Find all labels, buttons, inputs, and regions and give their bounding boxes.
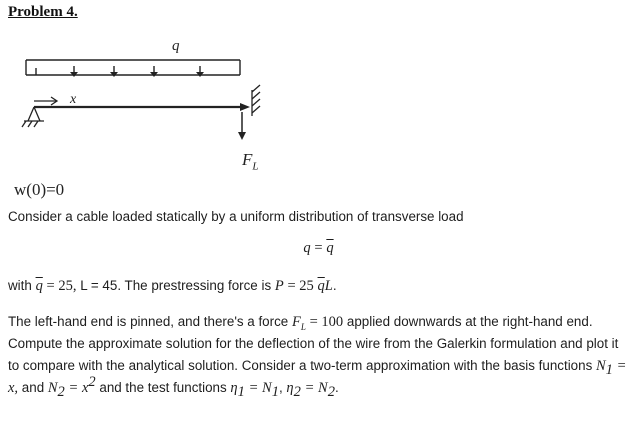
basis-function-2: $N_2$	[47, 380, 65, 400]
distributed-load	[26, 60, 240, 75]
test-function-1: $\eta_1$	[230, 380, 245, 400]
cable-end-arrow	[240, 103, 250, 111]
qbar-symbol: $\overline{q}$	[35, 278, 43, 294]
axis-label: x	[70, 92, 77, 107]
force-label: $F_L$	[242, 150, 259, 173]
x-axis-arrow	[34, 97, 57, 105]
problem-title: Problem 4.	[8, 4, 78, 20]
force-symbol: $F_L$	[291, 314, 306, 332]
load-equation: $q = \overline{q}$	[303, 240, 334, 256]
test-function-2: $\eta_2$	[286, 380, 301, 400]
length-value: L = 45.	[80, 278, 122, 293]
boundary-condition-label: w(0)=0	[14, 180, 65, 199]
intro-text: Consider a cable loaded statically by a uniform distribution of transverse load	[8, 209, 464, 224]
right-support	[252, 85, 260, 116]
basis-function-1: $N_1$	[596, 358, 613, 378]
prestress-symbol: P	[274, 278, 284, 294]
cable-figure	[14, 30, 314, 199]
cable-diagram	[14, 30, 314, 180]
parameters-line: with $\overline{q} = 25$, L = 45. The prestressing force is P = 25 $\overline{q}L$.	[8, 278, 337, 294]
pinned-support	[22, 107, 44, 127]
force-arrowhead	[238, 132, 246, 140]
load-label: q	[172, 38, 180, 54]
description-paragraph: The left-hand end is pinned, and there's a force $F_L = 100$ applied downwards at the right-hand end. Compute the approximate solution for the deflection of the wire from the Galerkin formulation and plot it to compare with the analytical solution. Consider a two-term approximation with the basis functions $N_1 = x$, and $N_2 = x^2$ and the test functions $\eta_1 = N_1$, $\eta_2 = N_2$.	[8, 314, 627, 400]
